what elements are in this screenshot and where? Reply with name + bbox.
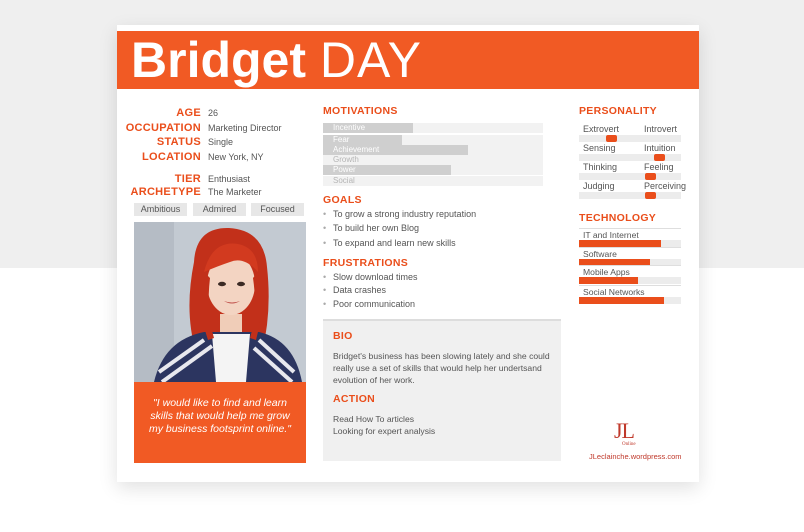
persona-photo — [134, 222, 306, 382]
logo-sub: Online — [622, 442, 636, 447]
persona-card — [117, 25, 699, 482]
technology-label: IT and Internet — [583, 230, 639, 240]
technology-label: Software — [583, 249, 617, 259]
motivation-bar — [323, 135, 402, 145]
personality-track — [579, 154, 681, 161]
motivations-title: MOTIVATIONS — [323, 105, 398, 117]
frustration-item: • Data crashes — [333, 285, 386, 295]
motivation-label: Fear — [333, 135, 350, 144]
profile-value: New York, NY — [208, 152, 264, 162]
personality-track — [579, 192, 681, 199]
profile-archetype — [117, 186, 302, 200]
goal-item: • To grow a strong industry reputation — [333, 209, 476, 219]
technology-title: TECHNOLOGY — [579, 212, 657, 224]
logo-mark: JL — [614, 418, 634, 443]
technology-divider — [579, 247, 681, 248]
profile-status — [117, 136, 302, 150]
technology-label: Mobile Apps — [583, 267, 630, 277]
personality-left-label: Sensing — [583, 143, 616, 153]
profile-age — [117, 107, 302, 121]
profile-label: LOCATION — [141, 151, 201, 163]
last-name: DAY — [319, 32, 423, 88]
profile-value: Enthusiast — [208, 174, 251, 184]
profile-label: AGE — [176, 107, 201, 119]
technology-label: Social Networks — [583, 287, 645, 297]
motivation-label: Achievement — [333, 145, 380, 154]
bio-text: Bridget's business has been slowing lately and she could really use a set of skills that would help her undertsand evolution of her work. — [333, 351, 550, 385]
profile-value: Marketing Director — [208, 123, 282, 133]
motivation-label: Growth — [333, 155, 359, 164]
goal-item: • To expand and learn new skills — [333, 238, 456, 248]
motivation-label: Power — [333, 165, 356, 174]
technology-track — [579, 240, 681, 247]
action-line: Read How To articles — [333, 414, 415, 424]
motivation-label: Incentive — [333, 123, 366, 132]
action-line: Looking for expert analysis — [333, 426, 436, 436]
personality-right-label: Feeling — [644, 162, 674, 172]
motivation-bar — [323, 165, 451, 175]
frustration-item: • Slow download times — [333, 272, 418, 282]
bio-title: BIO — [333, 330, 353, 342]
personality-marker — [645, 173, 656, 180]
profile-label: OCCUPATION — [125, 122, 201, 134]
personality-left-label: Judging — [583, 181, 615, 191]
profile-label: ARCHETYPE — [130, 186, 201, 198]
first-name: Bridget — [131, 32, 306, 88]
profile-value: The Marketer — [208, 187, 262, 197]
motivation-track — [323, 176, 543, 186]
technology-divider — [579, 265, 681, 266]
trait-tag: Admired — [193, 203, 246, 216]
frustration-item: • Poor communication — [333, 299, 415, 309]
personality-left-label: Thinking — [583, 162, 618, 172]
personality-left-label: Extrovert — [583, 124, 620, 134]
profile-label: TIER — [174, 173, 201, 185]
trait-tag: Ambitious — [134, 203, 187, 216]
technology-divider — [579, 228, 681, 229]
portrait-illustration — [134, 222, 306, 382]
profile-value: 26 — [208, 108, 219, 118]
persona-quote: "I would like to find and learn skills that would help me grow my business footsprint online." — [134, 382, 306, 463]
trait-tag: Focused — [251, 203, 304, 216]
personality-title: PERSONALITY — [579, 105, 657, 117]
goal-item: • To build her own Blog — [333, 223, 419, 233]
frustrations-title: FRUSTRATIONS — [323, 257, 409, 269]
website-link[interactable]: JLeclainche.wordpress.com — [589, 452, 682, 461]
personality-right-label: Introvert — [644, 124, 678, 134]
jl-logo — [614, 418, 636, 447]
motivation-bar — [323, 145, 468, 155]
profile-tier — [117, 173, 302, 187]
personality-track — [579, 135, 681, 142]
profile-location — [117, 151, 302, 165]
personality-track — [579, 173, 681, 180]
persona-name-header — [117, 31, 699, 89]
technology-fill — [579, 240, 661, 247]
profile-occupation — [117, 122, 302, 136]
motivation-bar — [323, 123, 413, 133]
action-title: ACTION — [333, 393, 376, 405]
personality-marker — [606, 135, 617, 142]
motivation-label: Social — [333, 176, 355, 185]
technology-divider — [579, 285, 681, 286]
technology-fill — [579, 277, 638, 284]
technology-track — [579, 297, 681, 304]
technology-fill — [579, 297, 664, 304]
personality-right-label: Intuition — [644, 143, 676, 153]
profile-value: Single — [208, 137, 234, 147]
bio-panel — [323, 319, 561, 461]
profile-label: STATUS — [156, 136, 201, 148]
personality-marker — [645, 192, 656, 199]
goals-title: GOALS — [323, 194, 362, 206]
technology-track — [579, 277, 681, 284]
personality-right-label: Perceiving — [644, 181, 687, 191]
personality-marker — [654, 154, 665, 161]
